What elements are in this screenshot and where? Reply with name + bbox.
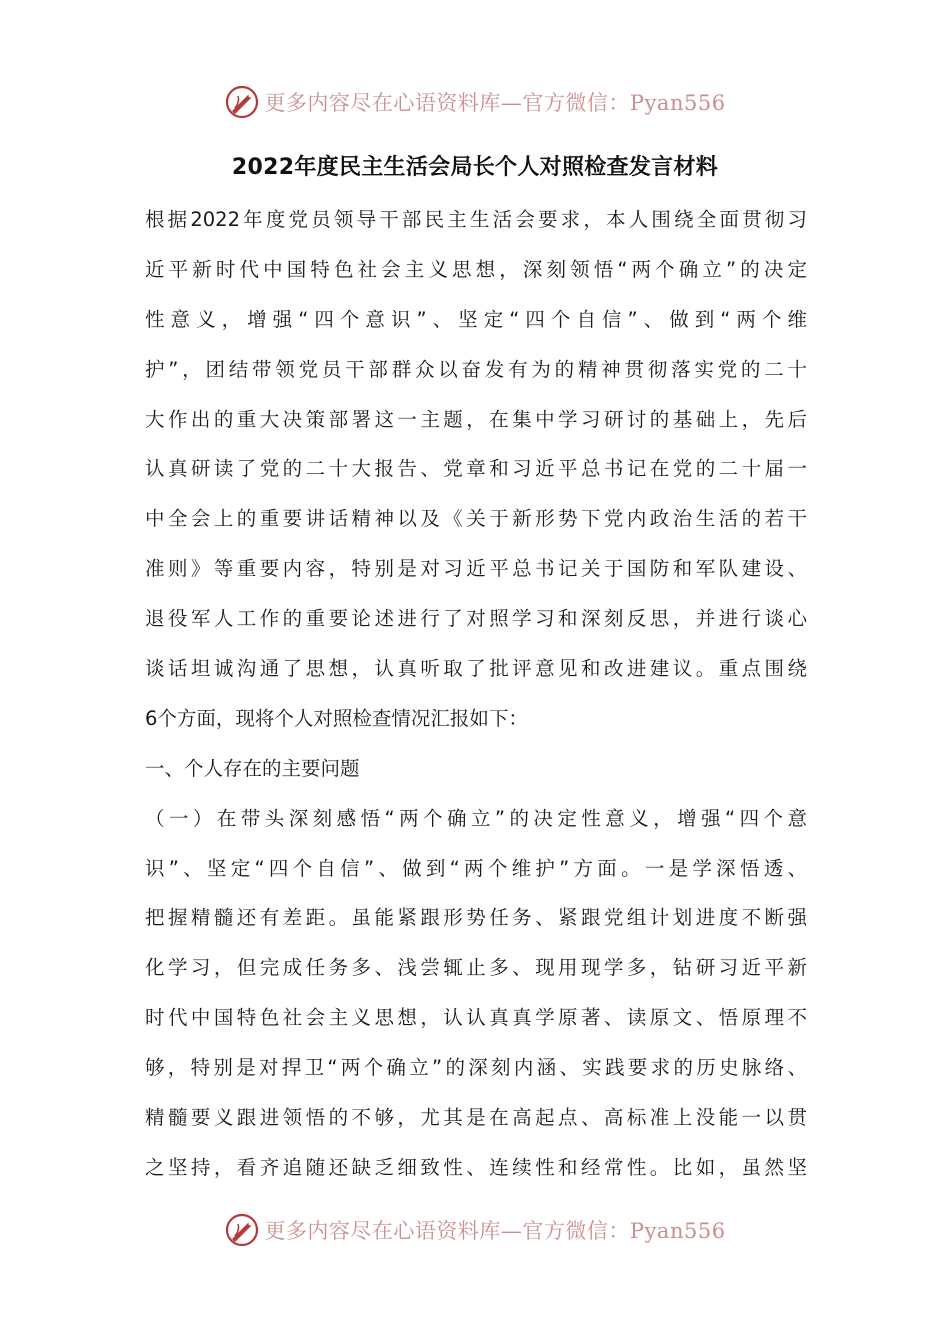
pen-logo-icon: [224, 84, 260, 120]
body-line: 够，特别是对捍卫“两个确立”的深刻内涵、实践要求的历史脉络、: [145, 1056, 807, 1080]
header-watermark: [0, 80, 950, 124]
footer-watermark: [0, 1208, 950, 1252]
body-line: 大作出的重大决策部署这一主题，在集中学习研讨的基础上，先后: [145, 407, 807, 431]
body-line: 谈话坦诚沟通了思想，认真听取了批评意见和改进建议。重点围绕: [145, 657, 807, 681]
body-line: 根据2022年度党员领导干部民主生活会要求，本人围绕全面贯彻习: [145, 208, 807, 231]
body-line: 退役军人工作的重要论述进行了对照学习和深刻反思，并进行谈心: [145, 607, 807, 631]
document-title: 2022年度民主生活会局长个人对照检查发言材料: [231, 155, 719, 180]
body-line: 中全会上的重要讲话精神以及《关于新形势下党内政治生活的若干: [145, 507, 807, 531]
document-body: [145, 195, 807, 1193]
body-line: 识”、坚定“四个自信”、做到“两个维护”方面。一是学深悟透、: [145, 856, 807, 880]
watermark-text: 更多内容尽在心语资料库—官方微信：Pyan556: [264, 1219, 726, 1243]
watermark-text: 更多内容尽在心语资料库—官方微信：Pyan556: [264, 91, 726, 115]
body-line: 之坚持，看齐追随还缺乏细致性、连续性和经常性。比如，虽然坚: [145, 1155, 807, 1179]
body-line: （一）在带头深刻感悟“两个确立”的决定性意义，增强“四个意: [145, 806, 807, 830]
body-line: 把握精髓还有差距。虽能紧跟形势任务、紧跟党组计划进度不断强: [145, 906, 807, 930]
section-heading: 一、个人存在的主要问题: [145, 756, 360, 780]
body-line: 时代中国特色社会主义思想，认认真真学原著、读原文、悟原理不: [145, 1006, 807, 1030]
body-line: 准则》等重要内容，特别是对习近平总书记关于国防和军队建设、: [145, 557, 807, 581]
body-line: 护”，团结带领党员干部群众以奋发有为的精神贯彻落实党的二十: [145, 357, 807, 381]
body-line: 近平新时代中国特色社会主义思想，深刻领悟“两个确立”的决定: [145, 257, 807, 281]
body-line: 认真研读了党的二十大报告、党章和习近平总书记在党的二十届一: [145, 457, 807, 481]
body-line: 性意义，增强“四个意识”、坚定“四个自信”、做到“两个维: [145, 307, 807, 331]
body-line: 化学习，但完成任务多、浅尝辄止多、现用现学多，钻研习近平新: [145, 956, 807, 980]
body-line: 精髓要义跟进领悟的不够，尤其是在高起点、高标准上没能一以贯: [145, 1106, 807, 1130]
body-line: 6个方面，现将个人对照检查情况汇报如下：: [145, 706, 528, 730]
pen-logo-icon: [224, 1212, 260, 1248]
